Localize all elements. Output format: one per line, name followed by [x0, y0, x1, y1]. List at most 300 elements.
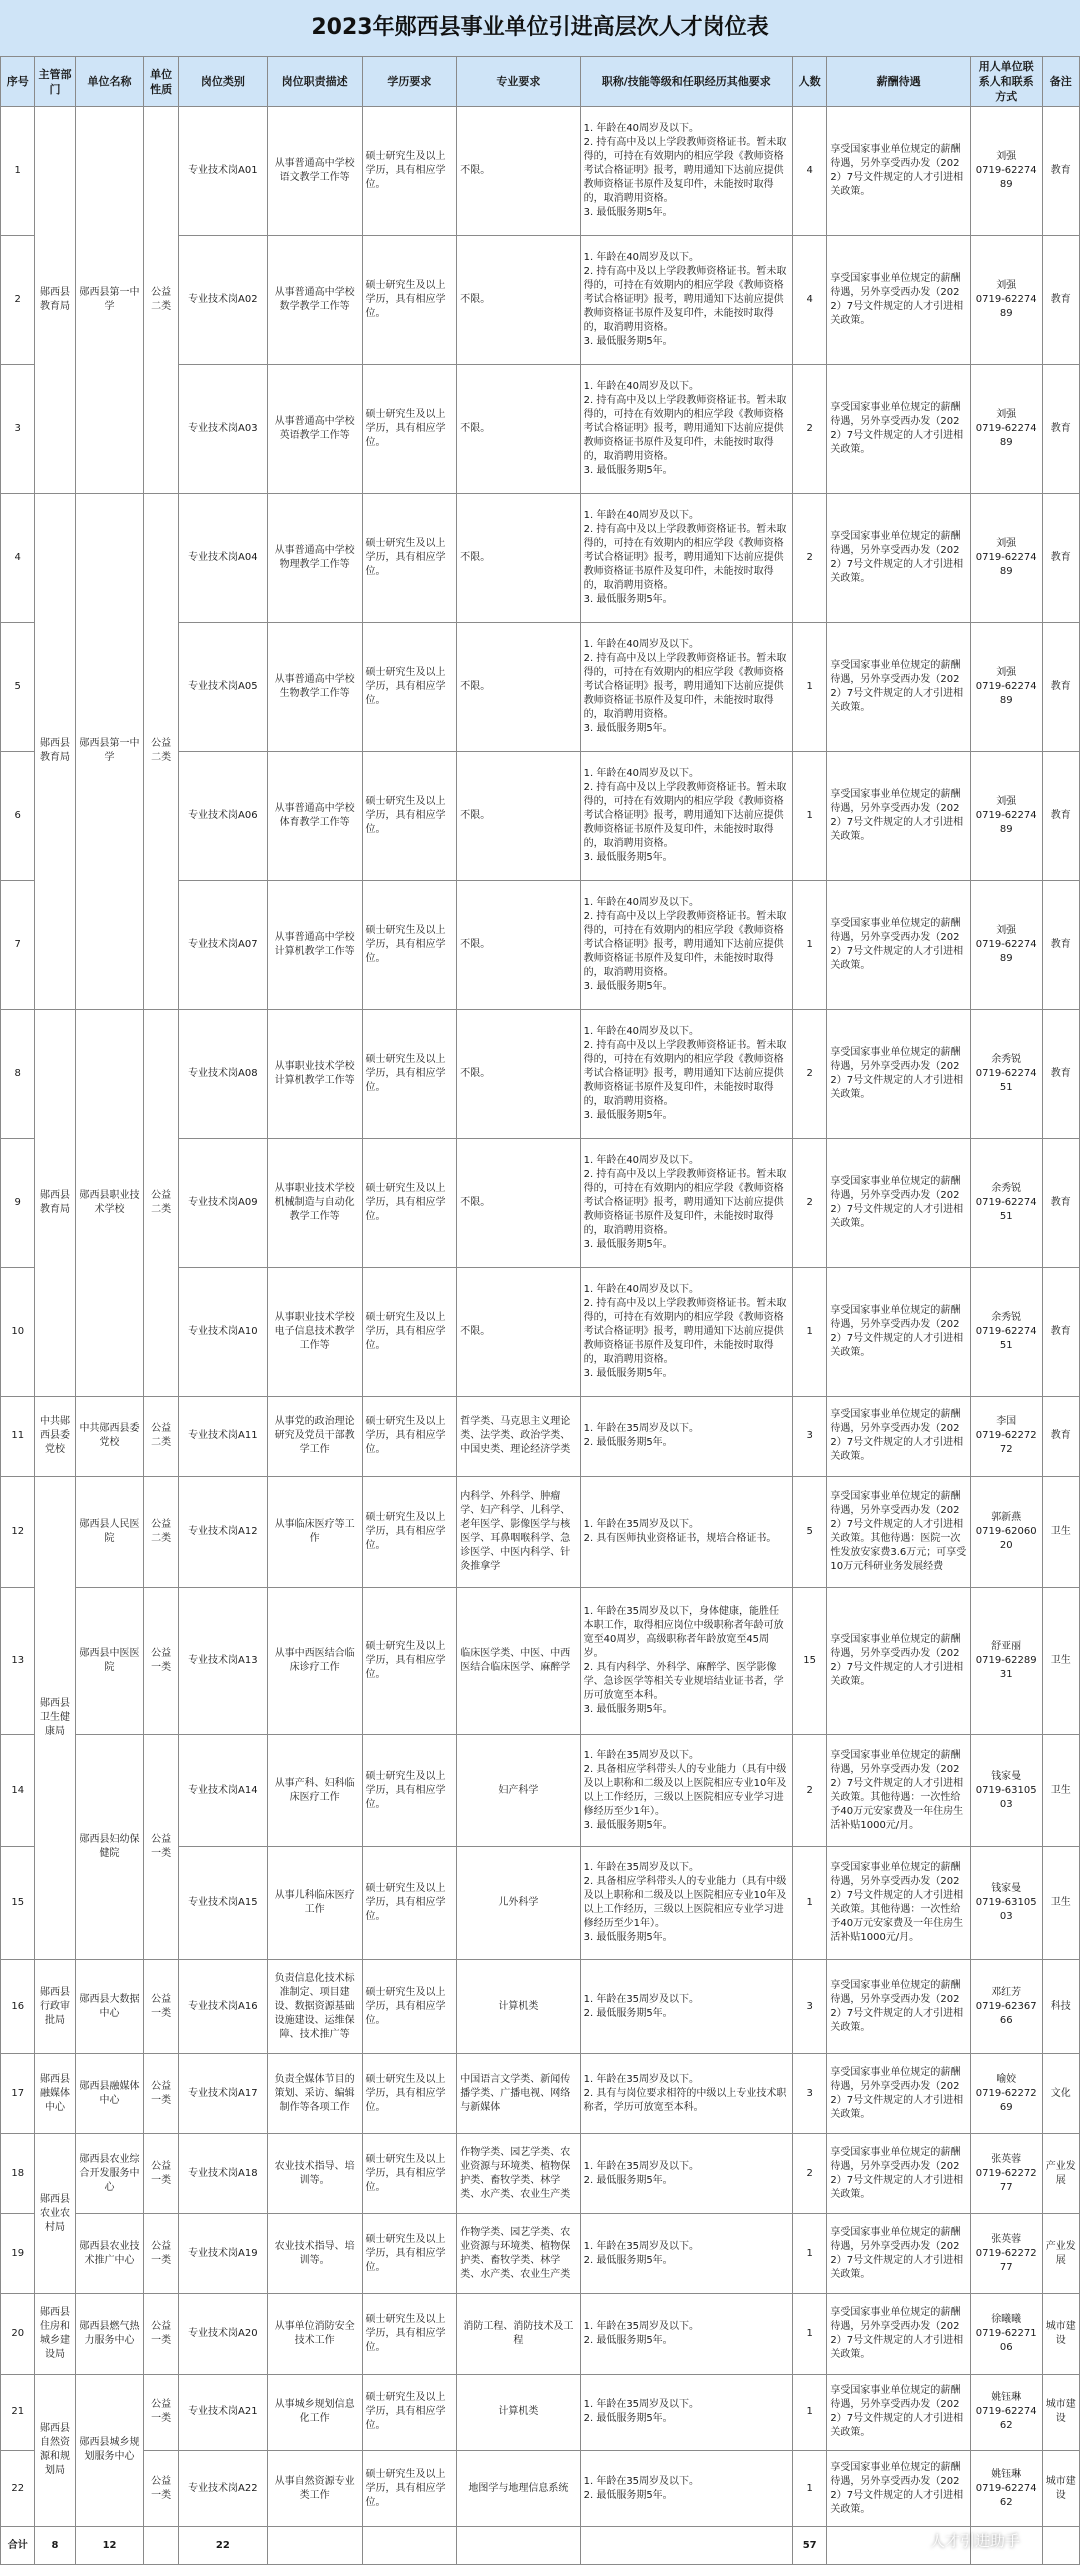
total-label: 合计: [1, 2527, 35, 2565]
major-cell: 不限。: [457, 1138, 580, 1267]
header-cell: 职称/技能等级和任职经历其他要求: [580, 57, 792, 107]
table-row: [1, 1588, 1080, 1735]
unit-cell: 郧西县职业技术学校: [75, 1009, 144, 1396]
table-row: [1, 1476, 1080, 1587]
count-cell: 3: [792, 1396, 826, 1476]
note-cell: 卫生: [1042, 1476, 1079, 1587]
dept-cell: 郧西县融媒体中心: [35, 2054, 75, 2134]
count-cell: 1: [792, 880, 826, 1009]
row-number: 18: [1, 2134, 35, 2214]
degree-cell: 硕士研究生及以上学历，具有相应学位。: [362, 751, 457, 880]
degree-cell: 硕士研究生及以上学历，具有相应学位。: [362, 364, 457, 493]
job-table: [0, 56, 1080, 2565]
row-number: 6: [1, 751, 35, 880]
duty-cell: 负责全媒体节目的策划、采访、编辑制作等各项工作: [267, 2054, 362, 2134]
dept-cell: 郧西县行政审批局: [35, 1960, 75, 2054]
post-cell: 专业技术岗A16: [178, 1960, 267, 2054]
contact-cell: 余秀锐 0719-6227451: [970, 1138, 1042, 1267]
note-cell: 教育: [1042, 493, 1079, 622]
contact-cell: 刘强 0719-6227489: [970, 364, 1042, 493]
note-cell: 城市建设: [1042, 2374, 1079, 2450]
duty-cell: 从事职业技术学校电子信息技术教学工作等: [267, 1267, 362, 1396]
salary-cell: 享受国家事业单位规定的薪酬待遇，另外享受西办发（2022）7号文件规定的人才引进相关政策。: [827, 364, 970, 493]
duty-cell: 从事党的政治理论研究及党员干部教学工作: [267, 1396, 362, 1476]
salary-cell: 享受国家事业单位规定的薪酬待遇，另外享受西办发（2022）7号文件规定的人才引进相关政策。: [827, 107, 970, 236]
duty-cell: 从事临床医疗等工作: [267, 1476, 362, 1587]
degree-cell: 硕士研究生及以上学历，具有相应学位。: [362, 2214, 457, 2294]
row-number: 22: [1, 2450, 35, 2526]
degree-cell: 硕士研究生及以上学历，具有相应学位。: [362, 1267, 457, 1396]
degree-cell: 硕士研究生及以上学历，具有相应学位。: [362, 1396, 457, 1476]
contact-cell: 姚钰琳 0719-6227462: [970, 2374, 1042, 2450]
req-cell: 1. 年龄在35周岁及以下。 2. 最低服务期5年。: [580, 2374, 792, 2450]
count-cell: 4: [792, 107, 826, 236]
table-row: [1, 2374, 1080, 2450]
note-cell: 教育: [1042, 1267, 1079, 1396]
post-cell: 专业技术岗A13: [178, 1588, 267, 1735]
post-cell: 专业技术岗A08: [178, 1009, 267, 1138]
post-cell: 专业技术岗A11: [178, 1396, 267, 1476]
salary-cell: 享受国家事业单位规定的薪酬待遇，另外享受西办发（2022）7号文件规定的人才引进相关政策。: [827, 751, 970, 880]
major-cell: 临床医学类、中医、中西医结合临床医学、麻醉学: [457, 1588, 580, 1735]
req-cell: 1. 年龄在40周岁及以下。 2. 持有高中及以上学段教师资格证书。暂未取得的，可持在有效期内的相应学段《教师资格考试合格证明》报考，聘用通知下达前应提供教师资格证书原件及复印件，未能按时取得的，取消聘用资格。 3. 最低服务期5年。: [580, 1138, 792, 1267]
contact-cell: 张英蓉 0719-6227277: [970, 2214, 1042, 2294]
req-cell: 1. 年龄在35周岁及以下。 2. 最低服务期5年。: [580, 1960, 792, 2054]
note-cell: 教育: [1042, 751, 1079, 880]
unit-cell: 郧西县人民医院: [75, 1476, 144, 1587]
dept-cell: 郧西县住房和城乡建设局: [35, 2294, 75, 2374]
row-number: 2: [1, 235, 35, 364]
row-number: 7: [1, 880, 35, 1009]
major-cell: 消防工程、消防技术及工程: [457, 2294, 580, 2374]
contact-cell: 喻姣 0719-6227269: [970, 2054, 1042, 2134]
degree-cell: 硕士研究生及以上学历，具有相应学位。: [362, 2450, 457, 2526]
note-cell: 教育: [1042, 1009, 1079, 1138]
major-cell: 不限。: [457, 1009, 580, 1138]
table-row: [1, 1734, 1080, 1847]
post-cell: 专业技术岗A19: [178, 2214, 267, 2294]
nature-cell: 公益一类: [144, 1588, 178, 1735]
nature-cell: 公益一类: [144, 1960, 178, 2054]
count-cell: 1: [792, 751, 826, 880]
duty-cell: 从事城乡规划信息化工作: [267, 2374, 362, 2450]
row-number: 10: [1, 1267, 35, 1396]
row-number: 21: [1, 2374, 35, 2450]
major-cell: 不限。: [457, 235, 580, 364]
watermark-text: 人才引进助手: [929, 2531, 1020, 2550]
post-cell: 专业技术岗A17: [178, 2054, 267, 2134]
req-cell: 1. 年龄在35周岁及以下。 2. 具备相应学科带头人的专业能力（具有中级及以上职称和二级及以上医院相应专业10年及以上工作经历，三级以上医院相应专业学习进修经历至少1年）。 3. 最低服务期5年。: [580, 1734, 792, 1847]
req-cell: 1. 年龄在40周岁及以下。 2. 持有高中及以上学段教师资格证书。暂未取得的，可持在有效期内的相应学段《教师资格考试合格证明》报考，聘用通知下达前应提供教师资格证书原件及复印件，未能按时取得的，取消聘用资格。 3. 最低服务期5年。: [580, 493, 792, 622]
salary-cell: 享受国家事业单位规定的薪酬待遇，另外享受西办发（2022）7号文件规定的人才引进相关政策。其他待遇：医院一次性发放安家费3.6万元；可享受10万元科研业务发展经费: [827, 1476, 970, 1587]
note-cell: 卫生: [1042, 1847, 1079, 1960]
note-cell: 教育: [1042, 107, 1079, 236]
row-number: 17: [1, 2054, 35, 2134]
degree-cell: 硕士研究生及以上学历，具有相应学位。: [362, 107, 457, 236]
count-cell: 1: [792, 2294, 826, 2374]
req-cell: 1. 年龄在35周岁及以下。 2. 最低服务期5年。: [580, 2450, 792, 2526]
duty-cell: 从事普通高中学校数学教学工作等: [267, 235, 362, 364]
dept-cell: 郧西县卫生健康局: [35, 1476, 75, 1959]
row-number: 19: [1, 2214, 35, 2294]
major-cell: 不限。: [457, 751, 580, 880]
unit-cell: 郧西县大数据中心: [75, 1960, 144, 2054]
salary-cell: 享受国家事业单位规定的薪酬待遇，另外享受西办发（2022）7号文件规定的人才引进相关政策。: [827, 2054, 970, 2134]
note-cell: 教育: [1042, 1396, 1079, 1476]
header-cell: 人数: [792, 57, 826, 107]
salary-cell: 享受国家事业单位规定的薪酬待遇，另外享受西办发（2022）7号文件规定的人才引进相关政策。: [827, 2450, 970, 2526]
major-cell: 中国语言文学类、新闻传播学类、广播电视、网络与新媒体: [457, 2054, 580, 2134]
nature-cell: 公益一类: [144, 2214, 178, 2294]
major-cell: 计算机类: [457, 2374, 580, 2450]
count-cell: 2: [792, 493, 826, 622]
count-cell: 2: [792, 2134, 826, 2214]
major-cell: 不限。: [457, 880, 580, 1009]
row-number: 5: [1, 622, 35, 751]
degree-cell: 硕士研究生及以上学历，具有相应学位。: [362, 1138, 457, 1267]
note-cell: 教育: [1042, 622, 1079, 751]
contact-cell: 郭新燕 0719-6206020: [970, 1476, 1042, 1587]
major-cell: 作物学类、园艺学类、农业资源与环境类、植物保护类、畜牧学类、林学类、水产类、农业生产类: [457, 2134, 580, 2214]
table-row: [1, 2134, 1080, 2214]
nature-cell: 公益一类: [144, 2134, 178, 2214]
row-number: 16: [1, 1960, 35, 2054]
salary-cell: 享受国家事业单位规定的薪酬待遇，另外享受西办发（2022）7号文件规定的人才引进相关政策。: [827, 493, 970, 622]
table-row: [1, 2054, 1080, 2134]
req-cell: 1. 年龄在35周岁及以下，身体健康，能胜任本职工作，取得相应岗位中级职称者年龄可放宽至40周岁，高级职称者年龄放宽至45周岁。 2. 具有内科学、外科学、麻醉学、医学影像学、急诊医学等相关专业规培结业证书者，学历可放宽至本科。 3. 最低服务期5年。: [580, 1588, 792, 1735]
nature-cell: 公益一类: [144, 2374, 178, 2450]
req-cell: 1. 年龄在40周岁及以下。 2. 持有高中及以上学段教师资格证书。暂未取得的，可持在有效期内的相应学段《教师资格考试合格证明》报考，聘用通知下达前应提供教师资格证书原件及复印件，未能按时取得的，取消聘用资格。 3. 最低服务期5年。: [580, 1009, 792, 1138]
contact-cell: 舒亚丽 0719-6228931: [970, 1588, 1042, 1735]
nature-cell: 公益一类: [144, 2054, 178, 2134]
note-cell: 文化: [1042, 2054, 1079, 2134]
row-number: 8: [1, 1009, 35, 1138]
req-cell: 1. 年龄在35周岁及以下。 2. 具有与岗位要求相符的中级以上专业技术职称者，学历可放宽至本科。: [580, 2054, 792, 2134]
req-cell: 1. 年龄在35周岁及以下。 2. 最低服务期5年。: [580, 2134, 792, 2214]
note-cell: 教育: [1042, 364, 1079, 493]
req-cell: 1. 年龄在40周岁及以下。 2. 持有高中及以上学段教师资格证书。暂未取得的，可持在有效期内的相应学段《教师资格考试合格证明》报考，聘用通知下达前应提供教师资格证书原件及复印件，未能按时取得的，取消聘用资格。 3. 最低服务期5年。: [580, 107, 792, 236]
header-cell: 薪酬待遇: [827, 57, 970, 107]
req-cell: 1. 年龄在35周岁及以下。 2. 最低服务期5年。: [580, 2294, 792, 2374]
count-cell: 2: [792, 364, 826, 493]
dept-cell: 郧西县农业农村局: [35, 2134, 75, 2294]
contact-cell: 徐曦曦 0719-6227106: [970, 2294, 1042, 2374]
contact-cell: 刘强 0719-6227489: [970, 751, 1042, 880]
table-row: [1, 1960, 1080, 2054]
row-number: 11: [1, 1396, 35, 1476]
table-row: [1, 2450, 1080, 2526]
degree-cell: 硕士研究生及以上学历，具有相应学位。: [362, 1847, 457, 1960]
header-cell: 单位性质: [144, 57, 178, 107]
total-units: 12: [75, 2527, 144, 2565]
degree-cell: 硕士研究生及以上学历，具有相应学位。: [362, 622, 457, 751]
note-cell: 产业发展: [1042, 2214, 1079, 2294]
header-cell: 岗位类别: [178, 57, 267, 107]
post-cell: 专业技术岗A02: [178, 235, 267, 364]
degree-cell: 硕士研究生及以上学历，具有相应学位。: [362, 2054, 457, 2134]
req-cell: 1. 年龄在35周岁及以下。 2. 最低服务期5年。: [580, 1396, 792, 1476]
duty-cell: 从事普通高中学校英语教学工作等: [267, 364, 362, 493]
salary-cell: 享受国家事业单位规定的薪酬待遇，另外享受西办发（2022）7号文件规定的人才引进相关政策。: [827, 1138, 970, 1267]
count-cell: 1: [792, 2450, 826, 2526]
header-cell: 岗位职责描述: [267, 57, 362, 107]
note-cell: 教育: [1042, 235, 1079, 364]
count-cell: 2: [792, 1734, 826, 1847]
salary-cell: 享受国家事业单位规定的薪酬待遇，另外享受西办发（2022）7号文件规定的人才引进相关政策。: [827, 1267, 970, 1396]
req-cell: 1. 年龄在40周岁及以下。 2. 持有高中及以上学段教师资格证书。暂未取得的，可持在有效期内的相应学段《教师资格考试合格证明》报考，聘用通知下达前应提供教师资格证书原件及复印件，未能按时取得的，取消聘用资格。 3. 最低服务期5年。: [580, 1267, 792, 1396]
degree-cell: 硕士研究生及以上学历，具有相应学位。: [362, 2134, 457, 2214]
nature-cell: 公益二类: [144, 1476, 178, 1587]
dept-cell: 中共郧西县委党校: [35, 1396, 75, 1476]
nature-cell: 公益二类: [144, 493, 178, 1009]
row-number: 9: [1, 1138, 35, 1267]
degree-cell: 硕士研究生及以上学历，具有相应学位。: [362, 1588, 457, 1735]
row-number: 14: [1, 1734, 35, 1847]
nature-cell: 公益一类: [144, 2450, 178, 2526]
unit-cell: 中共郧西县委党校: [75, 1396, 144, 1476]
salary-cell: 享受国家事业单位规定的薪酬待遇，另外享受西办发（2022）7号文件规定的人才引进相关政策。: [827, 1396, 970, 1476]
total-count: 57: [792, 2527, 826, 2565]
header-cell: 专业要求: [457, 57, 580, 107]
req-cell: 1. 年龄在40周岁及以下。 2. 持有高中及以上学段教师资格证书。暂未取得的，可持在有效期内的相应学段《教师资格考试合格证明》报考，聘用通知下达前应提供教师资格证书原件及复印件，未能按时取得的，取消聘用资格。 3. 最低服务期5年。: [580, 880, 792, 1009]
duty-cell: 从事普通高中学校生物教学工作等: [267, 622, 362, 751]
row-number: 20: [1, 2294, 35, 2374]
nature-cell: 公益一类: [144, 2294, 178, 2374]
duty-cell: 从事职业技术学校计算机教学工作等: [267, 1009, 362, 1138]
note-cell: 教育: [1042, 880, 1079, 1009]
major-cell: 哲学类、马克思主义理论类、法学类、政治学类、中国史类、理论经济学类: [457, 1396, 580, 1476]
post-cell: 专业技术岗A03: [178, 364, 267, 493]
dept-cell: 郧西县自然资源和规划局: [35, 2374, 75, 2527]
contact-cell: 刘强 0719-6227489: [970, 235, 1042, 364]
note-cell: 产业发展: [1042, 2134, 1079, 2214]
major-cell: 计算机类: [457, 1960, 580, 2054]
salary-cell: 享受国家事业单位规定的薪酬待遇，另外享受西办发（2022）7号文件规定的人才引进相关政策。: [827, 235, 970, 364]
req-cell: 1. 年龄在40周岁及以下。 2. 持有高中及以上学段教师资格证书。暂未取得的，可持在有效期内的相应学段《教师资格考试合格证明》报考，聘用通知下达前应提供教师资格证书原件及复印件，未能按时取得的，取消聘用资格。 3. 最低服务期5年。: [580, 235, 792, 364]
post-cell: 专业技术岗A10: [178, 1267, 267, 1396]
total-posts: 22: [178, 2527, 267, 2565]
count-cell: 4: [792, 235, 826, 364]
count-cell: 1: [792, 2374, 826, 2450]
degree-cell: 硕士研究生及以上学历，具有相应学位。: [362, 1960, 457, 2054]
total-depts: 8: [35, 2527, 75, 2565]
wechat-icon: [898, 2530, 924, 2550]
degree-cell: 硕士研究生及以上学历，具有相应学位。: [362, 2374, 457, 2450]
row-number: 12: [1, 1476, 35, 1587]
degree-cell: 硕士研究生及以上学历，具有相应学位。: [362, 493, 457, 622]
unit-cell: 郧西县燃气热力服务中心: [75, 2294, 144, 2374]
total-empty: [457, 2527, 580, 2565]
duty-cell: 农业技术指导、培训等。: [267, 2214, 362, 2294]
header-cell: 备注: [1042, 57, 1079, 107]
total-empty: [1042, 2527, 1079, 2565]
header-cell: 单位名称: [75, 57, 144, 107]
duty-cell: 从事中西医结合临床诊疗工作: [267, 1588, 362, 1735]
contact-cell: 姚钰琳 0719-6227462: [970, 2450, 1042, 2526]
nature-cell: 公益二类: [144, 107, 178, 494]
count-cell: 5: [792, 1476, 826, 1587]
salary-cell: 享受国家事业单位规定的薪酬待遇，另外享受西办发（2022）7号文件规定的人才引进相关政策。: [827, 880, 970, 1009]
major-cell: 不限。: [457, 107, 580, 236]
req-cell: 1. 年龄在35周岁及以下。 2. 具备相应学科带头人的专业能力（具有中级及以上职称和二级及以上医院相应专业10年及以上工作经历，三级以上医院相应专业学习进修经历至少1年）。 3. 最低服务期5年。: [580, 1847, 792, 1960]
total-empty: [144, 2527, 178, 2565]
post-cell: 专业技术岗A04: [178, 493, 267, 622]
total-empty: [580, 2527, 792, 2565]
major-cell: 不限。: [457, 622, 580, 751]
header-cell: 序号: [1, 57, 35, 107]
degree-cell: 硕士研究生及以上学历，具有相应学位。: [362, 1734, 457, 1847]
salary-cell: 享受国家事业单位规定的薪酬待遇，另外享受西办发（2022）7号文件规定的人才引进相关政策。: [827, 1009, 970, 1138]
unit-cell: 郧西县农业综合开发服务中心: [75, 2134, 144, 2214]
note-cell: 卫生: [1042, 1734, 1079, 1847]
note-cell: 卫生: [1042, 1588, 1079, 1735]
post-cell: 专业技术岗A22: [178, 2450, 267, 2526]
degree-cell: 硕士研究生及以上学历，具有相应学位。: [362, 880, 457, 1009]
degree-cell: 硕士研究生及以上学历，具有相应学位。: [362, 1476, 457, 1587]
count-cell: 2: [792, 1009, 826, 1138]
salary-cell: 享受国家事业单位规定的薪酬待遇，另外享受西办发（2022）7号文件规定的人才引进相关政策。: [827, 1960, 970, 2054]
header-row: [1, 57, 1080, 107]
major-cell: 不限。: [457, 1267, 580, 1396]
note-cell: 城市建设: [1042, 2294, 1079, 2374]
row-number: 15: [1, 1847, 35, 1960]
major-cell: 内科学、外科学、肿瘤学、妇产科学、儿科学、老年医学、影像医学与核医学、耳鼻咽喉科学、急诊医学、中医内科学、针灸推拿学: [457, 1476, 580, 1587]
major-cell: 妇产科学: [457, 1734, 580, 1847]
contact-cell: 余秀锐 0719-6227451: [970, 1267, 1042, 1396]
nature-cell: 公益一类: [144, 1734, 178, 1959]
header-cell: 主管部门: [35, 57, 75, 107]
count-cell: 1: [792, 2214, 826, 2294]
post-cell: 专业技术岗A21: [178, 2374, 267, 2450]
nature-cell: 公益二类: [144, 1396, 178, 1476]
contact-cell: 邓红芳 0719-6236766: [970, 1960, 1042, 2054]
req-cell: 1. 年龄在40周岁及以下。 2. 持有高中及以上学段教师资格证书。暂未取得的，可持在有效期内的相应学段《教师资格考试合格证明》报考，聘用通知下达前应提供教师资格证书原件及复印件，未能按时取得的，取消聘用资格。 3. 最低服务期5年。: [580, 751, 792, 880]
major-cell: 不限。: [457, 364, 580, 493]
unit-cell: 郧西县融媒体中心: [75, 2054, 144, 2134]
salary-cell: 享受国家事业单位规定的薪酬待遇，另外享受西办发（2022）7号文件规定的人才引进相关政策。: [827, 2214, 970, 2294]
duty-cell: 从事普通高中学校语文教学工作等: [267, 107, 362, 236]
salary-cell: 享受国家事业单位规定的薪酬待遇，另外享受西办发（2022）7号文件规定的人才引进相关政策。: [827, 2374, 970, 2450]
req-cell: 1. 年龄在35周岁及以下。 2. 最低服务期5年。: [580, 2214, 792, 2294]
count-cell: 3: [792, 2054, 826, 2134]
table-row: [1, 493, 1080, 622]
contact-cell: 钱家曼 0719-6310503: [970, 1847, 1042, 1960]
contact-cell: 钱家曼 0719-6310503: [970, 1734, 1042, 1847]
salary-cell: 享受国家事业单位规定的薪酬待遇，另外享受西办发（2022）7号文件规定的人才引进相关政策。其他待遇：一次性给予40万元安家费及一年住房生活补贴1000元/月。: [827, 1734, 970, 1847]
duty-cell: 从事普通高中学校体育教学工作等: [267, 751, 362, 880]
duty-cell: 农业技术指导、培训等。: [267, 2134, 362, 2214]
contact-cell: 张英蓉 0719-6227277: [970, 2134, 1042, 2214]
row-number: 3: [1, 364, 35, 493]
table-row: [1, 1009, 1080, 1138]
contact-cell: 余秀锐 0719-6227451: [970, 1009, 1042, 1138]
total-empty: [362, 2527, 457, 2565]
count-cell: 2: [792, 1138, 826, 1267]
note-cell: 城市建设: [1042, 2450, 1079, 2526]
watermark: [898, 2525, 1020, 2555]
degree-cell: 硕士研究生及以上学历，具有相应学位。: [362, 235, 457, 364]
count-cell: 15: [792, 1588, 826, 1735]
table-row: [1, 2294, 1080, 2374]
post-cell: 专业技术岗A14: [178, 1734, 267, 1847]
dept-cell: 郧西县教育局: [35, 107, 75, 494]
duty-cell: 从事产科、妇科临床医疗工作: [267, 1734, 362, 1847]
post-cell: 专业技术岗A06: [178, 751, 267, 880]
unit-cell: 郧西县农业技术推广中心: [75, 2214, 144, 2294]
table-row: [1, 1396, 1080, 1476]
count-cell: 1: [792, 622, 826, 751]
salary-cell: 享受国家事业单位规定的薪酬待遇，另外享受西办发（2022）7号文件规定的人才引进相关政策。: [827, 2294, 970, 2374]
post-cell: 专业技术岗A05: [178, 622, 267, 751]
salary-cell: 享受国家事业单位规定的薪酬待遇，另外享受西办发（2022）7号文件规定的人才引进相关政策。其他待遇：一次性给予40万元安家费及一年住房生活补贴1000元/月。: [827, 1847, 970, 1960]
count-cell: 1: [792, 1847, 826, 1960]
dept-cell: 郧西县教育局: [35, 493, 75, 1009]
contact-cell: 刘强 0719-6227489: [970, 107, 1042, 236]
row-number: 4: [1, 493, 35, 622]
post-cell: 专业技术岗A20: [178, 2294, 267, 2374]
req-cell: 1. 年龄在35周岁及以下。 2. 具有医师执业资格证书，规培合格证书。: [580, 1476, 792, 1587]
major-cell: 不限。: [457, 493, 580, 622]
contact-cell: 刘强 0719-6227489: [970, 493, 1042, 622]
note-cell: 教育: [1042, 1138, 1079, 1267]
duty-cell: 从事儿科临床医疗工作: [267, 1847, 362, 1960]
page-title: 2023年郧西县事业单位引进高层次人才岗位表: [0, 0, 1080, 56]
post-cell: 专业技术岗A18: [178, 2134, 267, 2214]
note-cell: 科技: [1042, 1960, 1079, 2054]
duty-cell: 从事普通高中学校物理教学工作等: [267, 493, 362, 622]
total-empty: [267, 2527, 362, 2565]
row-number: 1: [1, 107, 35, 236]
post-cell: 专业技术岗A07: [178, 880, 267, 1009]
major-cell: 儿外科学: [457, 1847, 580, 1960]
major-cell: 地图学与地理信息系统: [457, 2450, 580, 2526]
header-cell: 学历要求: [362, 57, 457, 107]
degree-cell: 硕士研究生及以上学历，具有相应学位。: [362, 1009, 457, 1138]
contact-cell: 李国 0719-6227272: [970, 1396, 1042, 1476]
nature-cell: 公益二类: [144, 1009, 178, 1396]
contact-cell: 刘强 0719-6227489: [970, 622, 1042, 751]
salary-cell: 享受国家事业单位规定的薪酬待遇，另外享受西办发（2022）7号文件规定的人才引进相关政策。: [827, 622, 970, 751]
duty-cell: 从事职业技术学校机械制造与自动化教学工作等: [267, 1138, 362, 1267]
unit-cell: 郧西县城乡规划服务中心: [75, 2374, 144, 2527]
contact-cell: 刘强 0719-6227489: [970, 880, 1042, 1009]
major-cell: 作物学类、园艺学类、农业资源与环境类、植物保护类、畜牧学类、林学类、水产类、农业生产类: [457, 2214, 580, 2294]
unit-cell: 郧西县第一中学: [75, 493, 144, 1009]
salary-cell: 享受国家事业单位规定的薪酬待遇，另外享受西办发（2022）7号文件规定的人才引进相关政策。: [827, 2134, 970, 2214]
unit-cell: 郧西县妇幼保健院: [75, 1734, 144, 1959]
duty-cell: 从事自然资源专业类工作: [267, 2450, 362, 2526]
duty-cell: 从事单位消防安全技术工作: [267, 2294, 362, 2374]
dept-cell: 郧西县教育局: [35, 1009, 75, 1396]
post-cell: 专业技术岗A01: [178, 107, 267, 236]
unit-cell: 郧西县第一中学: [75, 107, 144, 494]
unit-cell: 郧西县中医医院: [75, 1588, 144, 1735]
req-cell: 1. 年龄在40周岁及以下。 2. 持有高中及以上学段教师资格证书。暂未取得的，可持在有效期内的相应学段《教师资格考试合格证明》报考，聘用通知下达前应提供教师资格证书原件及复印件，未能按时取得的，取消聘用资格。 3. 最低服务期5年。: [580, 364, 792, 493]
row-number: 13: [1, 1588, 35, 1735]
degree-cell: 硕士研究生及以上学历，具有相应学位。: [362, 2294, 457, 2374]
salary-cell: 享受国家事业单位规定的薪酬待遇，另外享受西办发（2022）7号文件规定的人才引进相关政策。: [827, 1588, 970, 1735]
req-cell: 1. 年龄在40周岁及以下。 2. 持有高中及以上学段教师资格证书。暂未取得的，可持在有效期内的相应学段《教师资格考试合格证明》报考，聘用通知下达前应提供教师资格证书原件及复印件，未能按时取得的，取消聘用资格。 3. 最低服务期5年。: [580, 622, 792, 751]
duty-cell: 负责信息化技术标准制定、项目建设、数据资源基础设施建设、运维保障、技术推广等: [267, 1960, 362, 2054]
duty-cell: 从事普通高中学校计算机教学工作等: [267, 880, 362, 1009]
table-row: [1, 107, 1080, 236]
table-row: [1, 2214, 1080, 2294]
post-cell: 专业技术岗A15: [178, 1847, 267, 1960]
post-cell: 专业技术岗A12: [178, 1476, 267, 1587]
count-cell: 3: [792, 1960, 826, 2054]
header-cell: 用人单位联系人和联系方式: [970, 57, 1042, 107]
count-cell: 1: [792, 1267, 826, 1396]
